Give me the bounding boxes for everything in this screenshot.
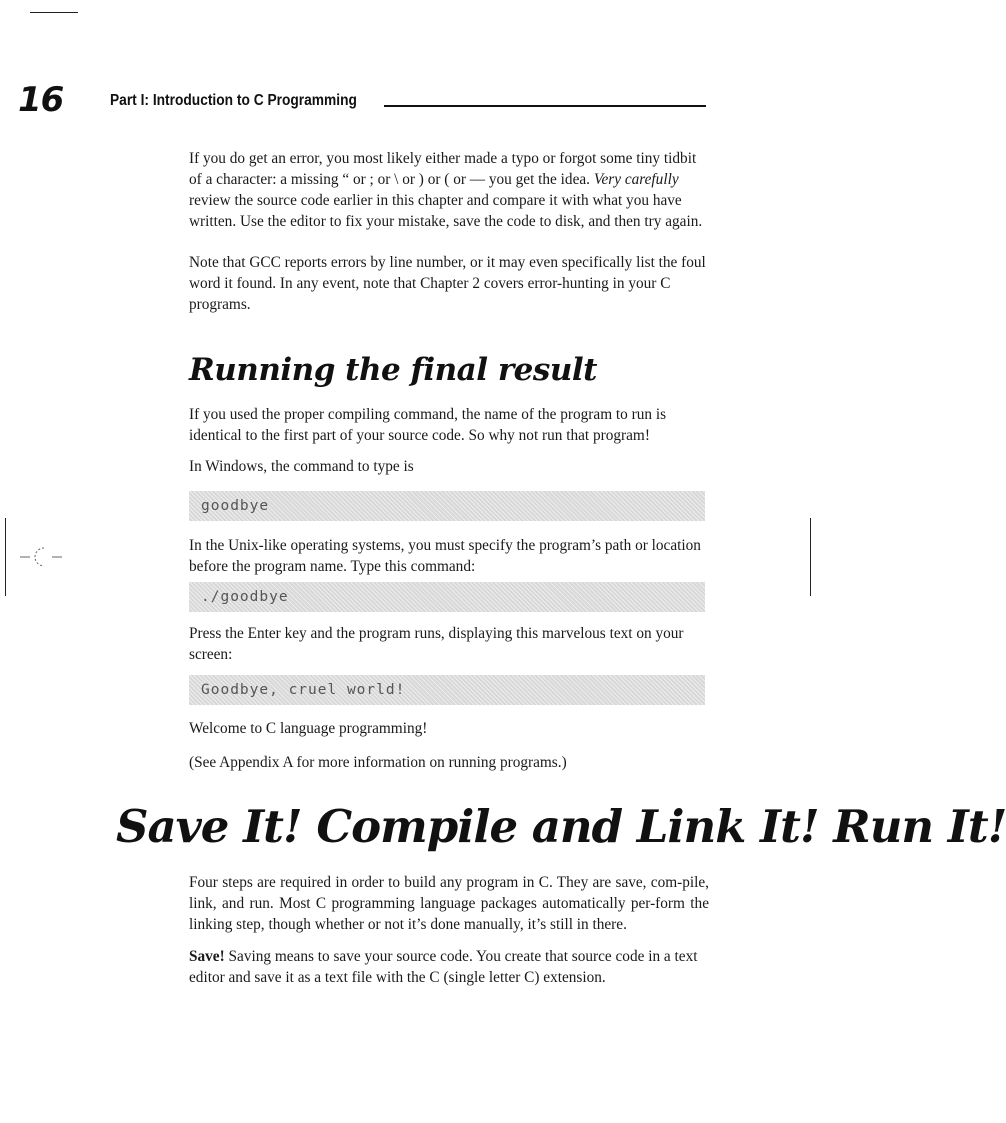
- paragraph-text: Note that GCC reports errors by line number, or it may even specifically list the foul word it found. In any event, note that Chapter 2 covers error-hunting in your C programs.: [189, 254, 706, 313]
- code-line: Goodbye, cruel world!: [189, 675, 705, 705]
- paragraph-text: If you used the proper compiling command, the name of the program to run is identical to the first part of your source code. So why not run that program!: [189, 406, 667, 444]
- paragraph-welcome: [189, 718, 709, 739]
- crop-mark-right: [810, 518, 811, 596]
- registration-mark-icon: [20, 542, 70, 572]
- paragraph-save-step: [189, 946, 709, 988]
- paragraph-compile-name: [189, 404, 709, 446]
- page-number: 16: [18, 80, 64, 120]
- paragraph-four-steps: [189, 872, 709, 935]
- paragraph-text: Saving means to save your source code. You create that source code in a text editor and save it as a text file with the C (single letter C) extension.: [189, 948, 698, 986]
- paragraph-text: In Windows, the command to type is: [189, 458, 414, 475]
- section-heading: Running the final result: [189, 352, 597, 388]
- code-block: [189, 582, 709, 612]
- code-block: [189, 675, 709, 705]
- paragraph-appendix: [189, 752, 709, 773]
- crop-mark-top: [30, 12, 78, 13]
- paragraph-text: If you do get an error, you most likely either made a typo or forgot some tiny tidbit of a character: a missing “ or ; or \ or ) or ( or — you get the idea.: [189, 150, 697, 188]
- emphasis-text: Very carefully: [593, 171, 679, 188]
- code-line: goodbye: [189, 491, 705, 521]
- paragraph-text: Four steps are required in order to build any program in C. They are save, com-pile, link, and run. Most C programming language packages automatically per-form the linking step, though whether or not it’s done manually, it’s still in there.: [189, 874, 709, 933]
- paragraph-gcc-errors: [189, 252, 709, 315]
- crop-mark-left: [5, 518, 6, 596]
- bold-term: Save!: [189, 948, 225, 965]
- header-rule: [384, 105, 706, 107]
- running-head: Part I: Introduction to C Programming: [110, 92, 357, 109]
- paragraph-text: review the source code earlier in this chapter and compare it with what you have written. Use the editor to fix your mistake, save the code to disk, and then try again.: [189, 192, 703, 230]
- paragraph-error-intro: [189, 148, 709, 232]
- section-running-heading: [189, 352, 709, 388]
- paragraph-windows-command: [189, 456, 709, 477]
- paragraph-text: Welcome to C language programming!: [189, 720, 428, 737]
- paragraph-text: In the Unix-like operating systems, you must specify the program’s path or location before the program name. Type this command:: [189, 537, 701, 575]
- code-block: [189, 491, 709, 521]
- code-line: ./goodbye: [189, 582, 705, 612]
- chapter-section-heading: Save It! Compile and Link It! Run It!: [116, 800, 1006, 853]
- paragraph-unix-command: [189, 535, 709, 577]
- paragraph-enter-key: [189, 623, 709, 665]
- paragraph-text: Press the Enter key and the program runs, displaying this marvelous text on your screen:: [189, 625, 684, 663]
- paragraph-text: (See Appendix A for more information on running programs.): [189, 754, 567, 771]
